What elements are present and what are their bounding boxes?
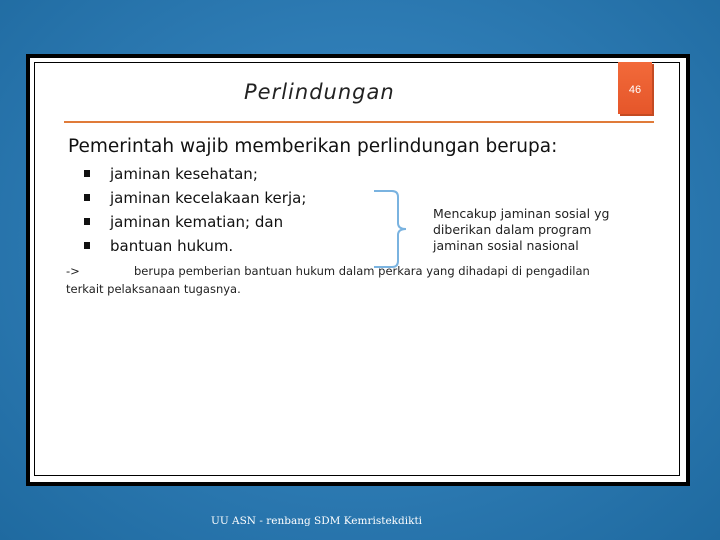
explanation-text: berupa pemberian bantuan hukum dalam perkara yang dihadapi di pengadilan terkait pelaksanaan tugasnya. (66, 264, 590, 296)
brace-icon (372, 189, 432, 269)
slide-title: Perlindungan (244, 80, 395, 104)
list-item: bantuan hukum. (84, 234, 306, 258)
arrow-marker: -> (66, 264, 80, 278)
title-divider (64, 121, 654, 123)
brace-note: Mencakup jaminan sosial yg diberikan dalam program jaminan sosial nasional (433, 206, 610, 253)
bullet-list (84, 162, 306, 258)
explanation-line (66, 262, 626, 298)
slide-footer: UU ASN - renbang SDM Kemristekdikti (211, 515, 423, 527)
list-item: jaminan kematian; dan (84, 210, 306, 234)
page-number: 46 (628, 84, 642, 96)
list-item: jaminan kesehatan; (84, 162, 306, 186)
slide-heading: Pemerintah wajib memberikan perlindungan berupa: (68, 136, 558, 157)
list-item: jaminan kecelakaan kerja; (84, 186, 306, 210)
page-number-badge (618, 62, 652, 114)
